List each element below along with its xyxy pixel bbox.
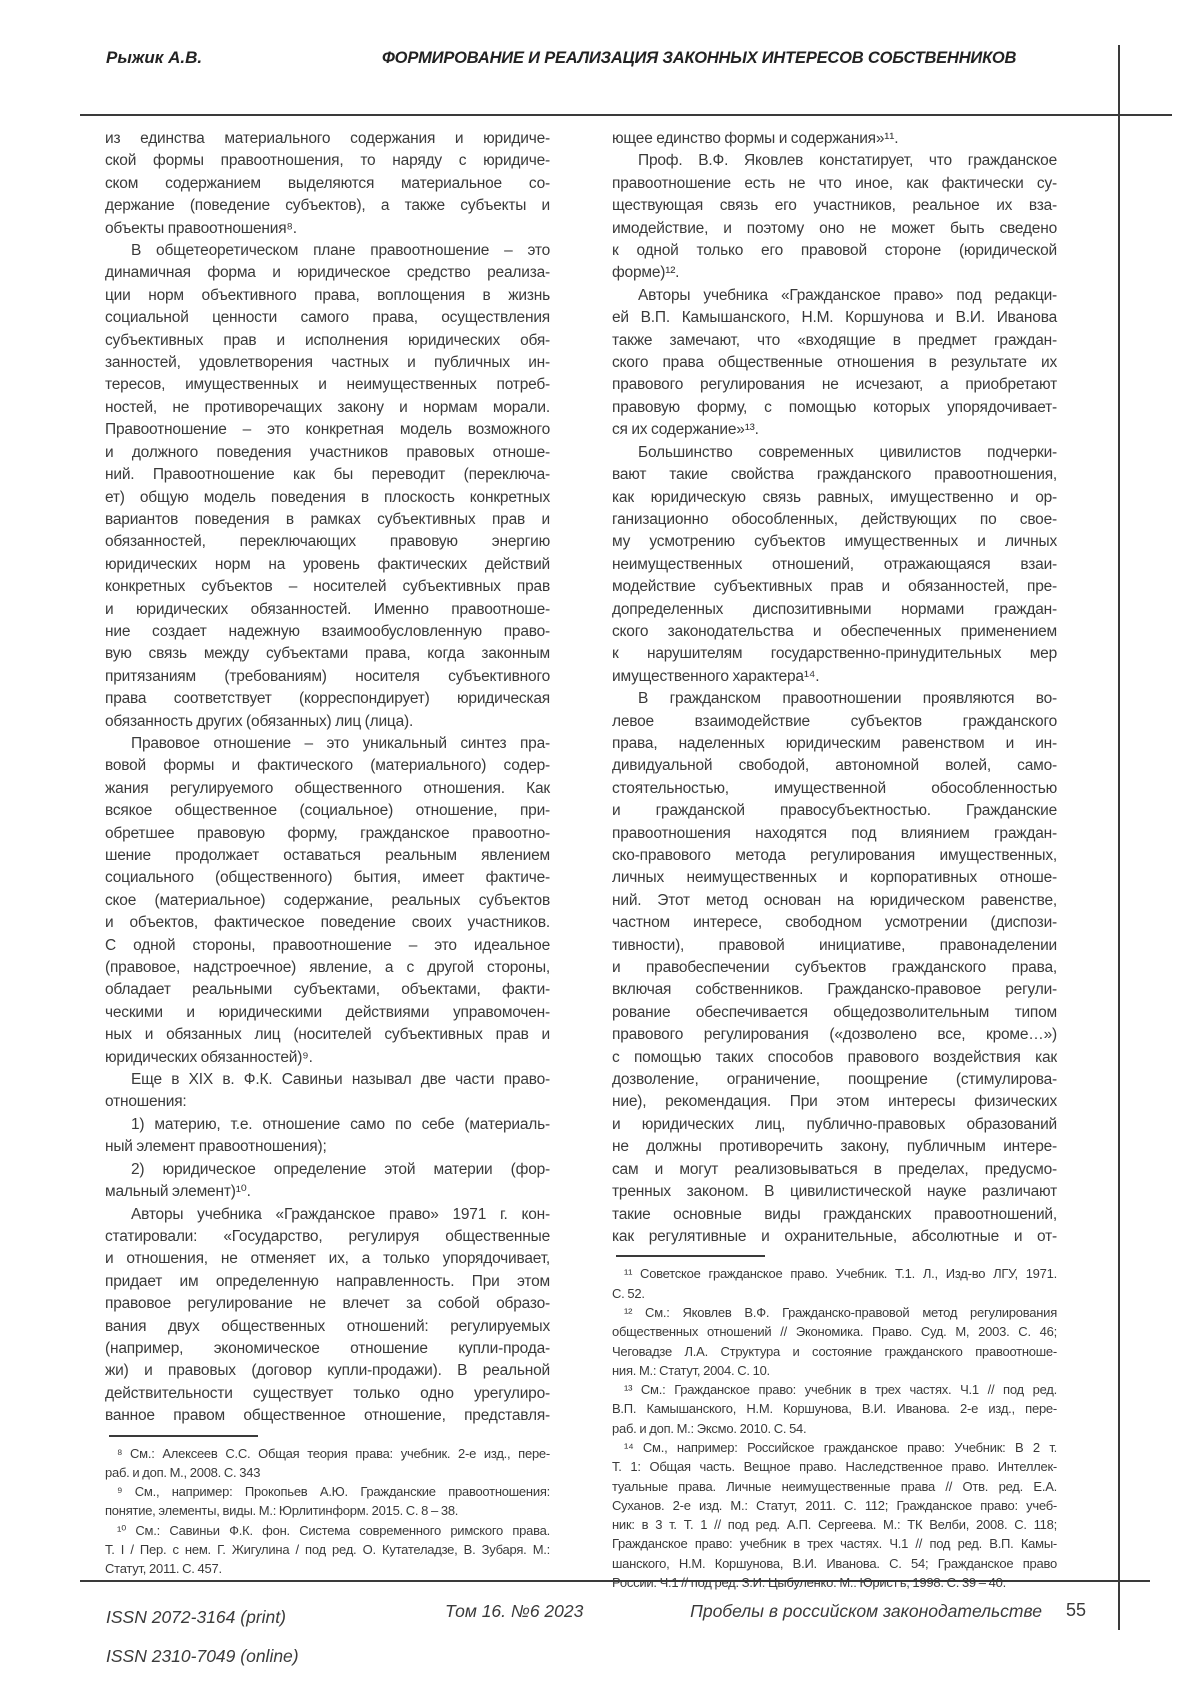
paragraph bbox=[612, 442, 1057, 688]
text-line: статировали: «Государство, регулируя общественные bbox=[105, 1227, 550, 1245]
text-line: модействие субъективных прав и обязанностей, пре- bbox=[612, 578, 1057, 596]
text-line: ющее единство формы и содержания»¹¹. bbox=[612, 130, 899, 147]
paragraph bbox=[105, 1159, 550, 1204]
text-line: обязанностей, переключающих правовую энергию bbox=[105, 533, 550, 551]
text-line: не должны противоречить закону, публичным интере- bbox=[612, 1138, 1057, 1156]
footer-page-number: 55 bbox=[1066, 1600, 1087, 1620]
text-line: юридических обязанностей)⁹. bbox=[105, 1048, 313, 1066]
text-line: му усмотрению субъектов имущественных и личных bbox=[612, 533, 1057, 551]
footnote-line: ¹¹ Советское гражданское право. Учебник. Т.1. Л., Изд-во ЛГУ, 1971. bbox=[624, 1266, 1057, 1282]
text-line: мальный элемент)¹⁰. bbox=[105, 1183, 251, 1201]
footnote-line: ник: в 3 т. Т. 1 // под ред. А.П. Сергеева. М.: ТК Велби, 2008. С. 118; bbox=[612, 1517, 1057, 1533]
footnote-line: раб. и доп. М.: Эксмо. 2010. С. 54. bbox=[612, 1420, 807, 1436]
text-line: вания двух общественных отношений: регулируемых bbox=[105, 1317, 550, 1335]
text-line: ского права общественные отношения в результате их bbox=[612, 354, 1057, 372]
text-line: конкретных субъектов – носителей субъективных прав bbox=[105, 578, 550, 596]
text-line: ского законодательства и обеспеченных применением bbox=[612, 622, 1057, 640]
text-line: стоятельностью, имущественной обособленностью bbox=[612, 779, 1057, 797]
text-line: жи) и правовых (договор купли-продажи). В реальной bbox=[105, 1362, 550, 1380]
text-line: ние создает надежную взаимообусловленную право- bbox=[105, 622, 550, 640]
footnote-line: Т. 1: Общая часть. Вещное право. Наследственное право. Интеллек- bbox=[612, 1459, 1057, 1475]
footnote-line: понятие, элементы, виды. М.: Юрлитинформ. 2015. С. 8 – 38. bbox=[105, 1503, 459, 1519]
footnote-line: России. Ч.1 // под ред. З.И. Цыбуленко. М.: Юристъ, 1998. С. 39 – 40. bbox=[612, 1575, 1006, 1591]
paragraph bbox=[612, 285, 1057, 442]
text-line: всякое общественное (социальное) отношение, при- bbox=[105, 802, 550, 820]
footnote-line: Т. I / Пер. с нем. Г. Жигулина / под ред. О. Кутателадзе, В. Зубаря. М.: bbox=[105, 1542, 550, 1558]
text-line: сам и могут реализовываться в пределах, предусмо- bbox=[612, 1160, 1057, 1178]
text-line: и объектов, фактическое поведение своих участников. bbox=[105, 914, 550, 932]
footnote-line: С. 52. bbox=[612, 1285, 645, 1301]
footnote-line: Статут, 2011. С. 457. bbox=[105, 1561, 222, 1577]
text-line: как регулятивные и охранительные, абсолютные и от- bbox=[612, 1227, 1057, 1245]
footnote bbox=[612, 1438, 1057, 1592]
text-line: правового регулирования («дозволено все, кроме…») bbox=[612, 1026, 1057, 1044]
text-line: и гражданской правосубъектностью. Гражданские bbox=[612, 802, 1057, 820]
text-line: ей В.П. Камышанского, Н.М. Коршунова и В.И. Иванова bbox=[612, 309, 1057, 327]
text-line: ся их содержание»¹³. bbox=[612, 421, 759, 439]
paragraph bbox=[612, 128, 1057, 150]
right-margin-rule bbox=[1118, 45, 1120, 1630]
footnote-line: ¹⁴ См., например: Российское гражданское право: Учебник: В 2 т. bbox=[624, 1439, 1057, 1455]
text-line: Авторы учебника «Гражданское право» под редакци- bbox=[638, 286, 1057, 304]
text-line: правовое регулирование не влечет за собой образо- bbox=[105, 1295, 550, 1313]
text-line: Большинство современных цивилистов подчерки- bbox=[638, 443, 1057, 461]
text-line: В гражданском правоотношении проявляются во- bbox=[638, 690, 1057, 708]
text-line: частном интересе, свободном усмотрении (диспози- bbox=[612, 914, 1057, 932]
text-line: из единства материального содержания и юридиче- bbox=[105, 130, 550, 147]
text-line: обретшее правовую форму, гражданское правоотно- bbox=[105, 824, 550, 842]
text-line: вовой формы и фактического (материального) содер- bbox=[105, 757, 550, 775]
text-line: ско-правового метода регулирования имущественных, bbox=[612, 847, 1057, 864]
text-line: вариантов поведения в рамках субъективных прав и bbox=[105, 510, 550, 528]
text-line: такие основные виды гражданских правоотношений, bbox=[612, 1205, 1057, 1223]
text-line: Проф. В.Ф. Яковлев констатирует, что гражданское bbox=[638, 152, 1057, 170]
text-line: ском содержанием выделяются материальное со- bbox=[105, 174, 550, 192]
text-line: права соответствует (корреспондирует) юридическая bbox=[105, 690, 550, 708]
text-line: держание (поведение субъектов), а также субъекты и bbox=[105, 197, 550, 215]
paragraph bbox=[105, 733, 550, 1069]
footnote bbox=[105, 1482, 550, 1521]
text-line: рование обеспечивается общедозволительным типом bbox=[612, 1003, 1057, 1021]
text-line: форме)¹². bbox=[612, 264, 680, 282]
text-line: также замечают, что «входящие в предмет граждан- bbox=[612, 331, 1057, 349]
footer-volume: Том 16. №6 2023 bbox=[445, 1601, 584, 1621]
text-line: социального (общественного) бытия, имеет фактиче- bbox=[105, 869, 550, 887]
text-line: занностей, удовлетворения частных и публичных ин- bbox=[105, 354, 550, 372]
footnote-line: В.П. Камышанского, Н.М. Коршунова, В.И. Иванова. 2-е изд., пере- bbox=[612, 1401, 1057, 1417]
paragraph bbox=[105, 1114, 550, 1159]
text-line: придает им определенную направленность. При этом bbox=[105, 1272, 550, 1290]
text-line: тивности), правовой инициативе, правонаделении bbox=[612, 936, 1057, 954]
footnote-line: туальные права. Личные неимущественные права // Отв. ред. Е.А. bbox=[612, 1478, 1057, 1494]
footer-issn bbox=[106, 1598, 299, 1676]
text-line: юридических норм на уровень фактических действий bbox=[105, 555, 550, 573]
text-line: 2) юридическое определение этой материи (фор- bbox=[131, 1160, 550, 1178]
text-line: вают такие свойства гражданского правоотношения, bbox=[612, 466, 1057, 484]
footnote-line: ния. М.: Статут, 2004. С. 10. bbox=[612, 1362, 770, 1378]
footnote bbox=[612, 1303, 1057, 1380]
text-line: ний. Правоотношение как бы переводит (переключа- bbox=[105, 466, 550, 484]
footnote bbox=[612, 1264, 1057, 1303]
text-line: 1) материю, т.е. отношение само по себе (материаль- bbox=[131, 1115, 550, 1133]
text-line: отношения: bbox=[105, 1093, 187, 1111]
footnote-separator bbox=[616, 1255, 765, 1257]
text-line: ганизационно обособленных, действующих по свое- bbox=[612, 510, 1057, 528]
footnote-line: ¹³ См.: Гражданское право: учебник в трех частях. Ч.1 // под ред. bbox=[624, 1382, 1057, 1398]
footnote-line: ¹⁰ См.: Савиньи Ф.К. фон. Система современного римского права. bbox=[117, 1522, 550, 1538]
left-column bbox=[105, 128, 550, 1579]
text-line: правовую форму, с помощью которых упорядочивает- bbox=[612, 398, 1057, 416]
header-rule bbox=[80, 114, 1172, 116]
footnote-separator bbox=[109, 1435, 258, 1437]
text-line: к одной только его правовой стороне (юридической bbox=[612, 242, 1057, 260]
text-line: жания регулируемого общественного отношения. Как bbox=[105, 779, 550, 797]
text-line: допределенных диспозитивными нормами граждан- bbox=[612, 600, 1057, 618]
text-line: имодействие, и поэтому оно не может быть сведено bbox=[612, 219, 1057, 237]
footer-journal-title: Пробелы в российском законодательстве bbox=[690, 1601, 1042, 1621]
text-line: дозволение, ограничение, поощрение (стимулирова- bbox=[612, 1071, 1057, 1089]
text-line: включая собственников. Гражданско-правовое регули- bbox=[612, 981, 1057, 999]
footnote-line: Чеговадзе Л.А. Структура и состояние гражданского правоотноше- bbox=[612, 1343, 1057, 1359]
running-head-title: ФОРМИРОВАНИЕ И РЕАЛИЗАЦИЯ ЗАКОННЫХ ИНТЕРЕСОВ СОБСТВЕННИКОВ bbox=[382, 49, 1017, 67]
text-line: (правовое, надстроечное) явление, а с другой стороны, bbox=[105, 959, 550, 977]
text-line: личных неимущественных и корпоративных отноше- bbox=[612, 869, 1057, 887]
text-line: ванное правом общественное отношение, представля- bbox=[105, 1407, 550, 1425]
paragraph bbox=[105, 128, 550, 240]
text-line: ской формы правоотношения, то наряду с юридиче- bbox=[105, 152, 550, 170]
text-line: с помощью таких способов правового воздействия как bbox=[612, 1048, 1057, 1066]
text-line: субъективных прав и исполнения юридических обя- bbox=[105, 331, 550, 349]
footnote-line: Гражданское право: учебник в трех частях. Ч.1 // под ред. В.П. Камы- bbox=[612, 1536, 1057, 1552]
footnote-line: общественных отношений // Экономика. Право. Суд. М, 2003. С. 46; bbox=[612, 1324, 1057, 1340]
right-column bbox=[612, 128, 1057, 1592]
footnote-line: Суханов. 2-е изд. М.: Статут, 2011. С. 112; Гражданское право: учеб- bbox=[612, 1497, 1057, 1513]
footnote-line: ¹² См.: Яковлев В.Ф. Гражданско-правовой метод регулирования bbox=[624, 1304, 1057, 1320]
text-line: социальной ценности самого права, осуществления bbox=[105, 309, 550, 327]
text-line: ностей, не противоречащих закону и нормам морали. bbox=[105, 398, 550, 416]
text-line: ных и обязанных лиц (носителей субъективных прав и bbox=[105, 1026, 550, 1044]
text-line: ный элемент правоотношения); bbox=[105, 1138, 327, 1156]
paragraph bbox=[105, 1069, 550, 1114]
text-line: левое взаимодействие субъектов гражданского bbox=[612, 712, 1057, 730]
text-line: ское (материальное) содержание, реальных субъектов bbox=[105, 891, 550, 909]
footnote-line: ⁹ См., например: Прокопьев А.Ю. Гражданские правоотношения: bbox=[117, 1484, 550, 1500]
text-line: и юридических лиц, публично-правовых образований bbox=[612, 1115, 1057, 1133]
text-line: правоотношения находятся под влиянием граждан- bbox=[612, 824, 1057, 842]
footnote-line: ⁸ См.: Алексеев С.С. Общая теория права: учебник. 2-е изд., пере- bbox=[117, 1445, 550, 1461]
text-line: тересов, имущественных и неимущественных потреб- bbox=[105, 376, 550, 394]
footnote bbox=[105, 1444, 550, 1483]
footnote bbox=[105, 1521, 550, 1579]
text-line: неимущественных отношений, отражающаяся взаи- bbox=[612, 555, 1057, 573]
paragraph bbox=[612, 150, 1057, 284]
paragraph bbox=[612, 688, 1057, 1248]
text-line: ции норм объективного права, воплощения в жизнь bbox=[105, 286, 550, 304]
text-line: и правобеспечении субъектов гражданского права, bbox=[612, 959, 1057, 977]
footer-issn-online: ISSN 2310-7049 (online) bbox=[106, 1646, 299, 1666]
footnote bbox=[612, 1380, 1057, 1438]
text-line: ний. Этот метод основан на юридическом равенстве, bbox=[612, 891, 1057, 909]
text-line: Правоотношение – это конкретная модель возможного bbox=[105, 421, 550, 439]
text-line: С одной стороны, правоотношение – это идеальное bbox=[105, 936, 550, 954]
paragraph bbox=[105, 240, 550, 733]
text-line: ществующая связь его участников, реальное их вза- bbox=[612, 197, 1057, 215]
text-line: (например, экономическое отношение купли-прода- bbox=[105, 1339, 550, 1357]
text-line: и должного поведения участников правовых отноше- bbox=[105, 443, 550, 461]
text-line: имущественного характера¹⁴. bbox=[612, 667, 820, 685]
text-line: обладает реальными субъектами, объектами, факти- bbox=[105, 981, 550, 999]
footnote-line: шанского, Н.М. Коршунова, В.И. Иванова. С. 54; Гражданское право bbox=[612, 1555, 1057, 1571]
footnote-line: раб. и доп. М., 2008. С. 343 bbox=[105, 1464, 261, 1480]
text-line: объекты правоотношения⁸. bbox=[105, 219, 297, 237]
text-line: Авторы учебника «Гражданское право» 1971 г. кон- bbox=[131, 1205, 550, 1223]
text-line: ние), рекомендация. При этом интересы физических bbox=[612, 1093, 1057, 1111]
text-line: ет) общую модель поведения в плоскость конкретных bbox=[105, 488, 550, 506]
text-line: к нарушителям государственно-принудительных мер bbox=[612, 645, 1057, 663]
text-line: Правовое отношение – это уникальный синтез пра- bbox=[131, 734, 550, 752]
text-line: дивидуальной свободой, автономной волей, само- bbox=[612, 757, 1057, 775]
text-line: вую связь между субъектами права, когда законным bbox=[105, 645, 550, 663]
text-line: действительности существует только одно урегулиро- bbox=[105, 1384, 550, 1402]
footer-issn-print: ISSN 2072-3164 (print) bbox=[106, 1607, 286, 1627]
text-line: притязаниям (требованиям) носителя субъективного bbox=[105, 667, 550, 685]
text-line: как юридическую связь равных, имущественно и ор- bbox=[612, 488, 1057, 506]
text-line: тренных законом. В цивилистической науке различают bbox=[612, 1183, 1057, 1201]
text-line: Еще в XIX в. Ф.К. Савиньи называл две части право- bbox=[131, 1071, 550, 1089]
text-line: В общетеоретическом плане правоотношение – это bbox=[131, 242, 550, 260]
running-head-author: Рыжик А.В. bbox=[106, 48, 203, 67]
text-line: шение продолжает оставаться реальным явлением bbox=[105, 847, 550, 864]
paragraph bbox=[105, 1204, 550, 1428]
text-line: обязанность других (обязанных) лиц (лица). bbox=[105, 712, 414, 730]
text-line: ческими и юридическими действиями управомочен- bbox=[105, 1003, 550, 1021]
text-line: динамичная форма и юридическое средство реализа- bbox=[105, 264, 550, 282]
text-line: и юридических обязанностей. Именно правоотноше- bbox=[105, 600, 550, 618]
text-line: и отношения, не отменяет их, а только упорядочивает, bbox=[105, 1250, 550, 1268]
text-line: правового регулирования не исчезают, а приобретают bbox=[612, 376, 1057, 394]
text-line: права, наделенных юридическим равенством и ин- bbox=[612, 734, 1057, 752]
text-line: правоотношение есть не что иное, как фактически су- bbox=[612, 174, 1057, 192]
